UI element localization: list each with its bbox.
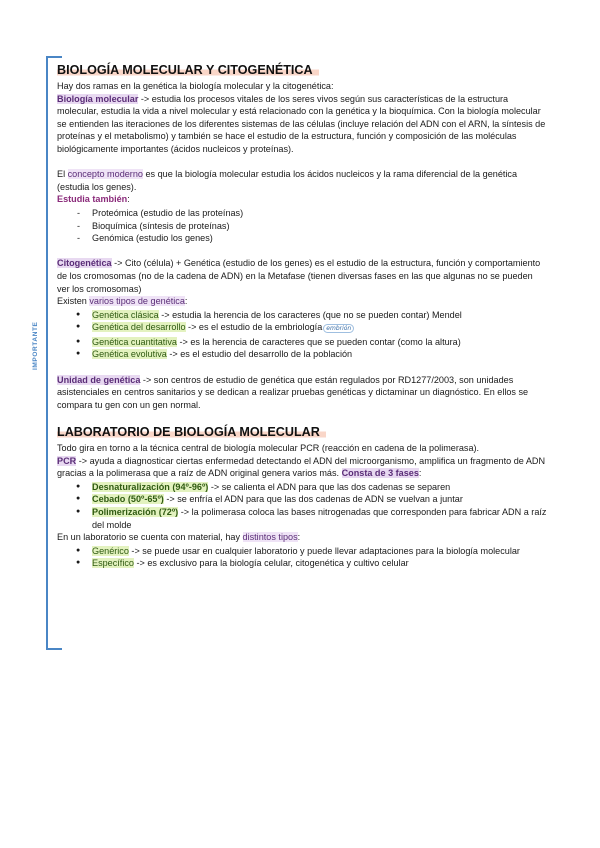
list-item: ● Cebado (50º-65º) -> se enfría el ADN para que las dos cadenas de ADN se vuelvan a juntar: [57, 493, 547, 506]
pcr-paragraph: PCR -> ayuda a diagnosticar ciertas enfermedad detectando el ADN del microorganismo, amplifica un fragmento de ADN gracias a la polimerasa que a raíz de ADN original genera varios más. Consta de 3 fases:: [57, 455, 546, 479]
document-content: [57, 62, 547, 570]
biomol-term: Biología molecular: [57, 93, 139, 104]
list-item: ● Polimerización (72º) -> la polimerasa coloca las bases nitrogenadas que corresponden para fabricar ADN a raíz del molde: [57, 506, 547, 531]
list-item: - Proteómica (estudio de las proteínas): [57, 207, 547, 220]
list-item: - Bioquímica (síntesis de proteínas): [57, 220, 547, 233]
section1-title: BIOLOGÍA MOLECULAR Y CITOGENÉTICA: [57, 62, 547, 78]
material-intro: En un laboratorio se cuenta con material, hay distintos tipos:: [57, 532, 301, 543]
types-intro: Existen varios tipos de genética:: [57, 296, 188, 307]
section2-intro: Todo gira en torno a la técnica central de biología molecular PCR (reacción en cadena de la polimerasa).: [57, 443, 480, 454]
list-item: ● Genética clásica -> estudia la herencia de los caracteres (que no se pueden contar) Mendel: [57, 309, 547, 322]
phases-list: [57, 481, 547, 531]
section2-title: LABORATORIO DE BIOLOGÍA MOLECULAR: [57, 424, 547, 440]
modern-term: concepto moderno: [67, 169, 143, 180]
biomol-text: -> estudia los procesos vitales de los seres vivos según sus características de la estructura molecular, estudia la vida a nivel molecular y está relacionado con la genética y la bioquímica. Con la biología molecular se entienden las iteraciones de los diferentes sistemas de las células (incluye relación del ADN con el ARN, la síntesis de proteínas y el metabolismo) y también se hace el estudio de la estructura, función y composición de las moléculas biológicamente importantes (ácidos nucleicos y proteínas).: [57, 93, 546, 154]
pcr-term: PCR: [57, 455, 77, 466]
handwritten-annotation: embrión: [323, 324, 354, 333]
materials-list: [57, 545, 547, 570]
biomol-paragraph: [57, 93, 547, 156]
list-item: ● Genérico -> se puede usar en cualquier laboratorio y puede llevar adaptaciones para la biología molecular: [57, 545, 547, 558]
list-item: - Genómica (estudio los genes): [57, 232, 547, 245]
section1-intro: Hay dos ramas en la genética la biología molecular y la citogenética:: [57, 81, 334, 91]
also-list: [57, 207, 547, 245]
list-item: ● Desnaturalización (94º-96º) -> se calienta el ADN para que las dos cadenas se separen: [57, 481, 547, 494]
list-item: ● Genética del desarrollo -> es el estudio de la embriología embrión: [57, 321, 547, 336]
cito-term: Citogenética: [57, 258, 112, 269]
unit-paragraph: Unidad de genética -> son centros de estudio de genética que están regulados por RD1277/2003, son unidades asistenciales en centros sanitarios y se dedican a realizar pruebas genéticas y dictaminar un diagnóstico. En ellos se compara tu gen con un gen normal.: [57, 374, 529, 410]
types-list: [57, 309, 547, 361]
also-label: Estudia también:: [57, 194, 130, 205]
phases-term: Consta de 3 fases: [341, 468, 419, 479]
types-term: varios tipos de genética: [89, 296, 185, 307]
list-item: ● Genética cuantitativa -> es la herencia de caracteres que se pueden contar (como la altura): [57, 336, 547, 349]
side-label-importante: IMPORTANTE: [32, 321, 39, 370]
list-item: ● Genética evolutiva -> es el estudio del desarrollo de la población: [57, 348, 547, 361]
material-term: distintos tipos: [242, 532, 298, 543]
modern-paragraph: El concepto moderno es que la biología molecular estudia los ácidos nucleicos y la rama diferencial de la genética (estudia los genes).: [57, 169, 518, 192]
unit-term: Unidad de genética: [57, 374, 141, 385]
cito-paragraph: Citogenética -> Cito (célula) + Genética (estudio de los genes) es el estudio de la estructura, función y comportamiento de los cromosomas (no de la cadena de ADN) en la Metafase (tienen diversas fases en las que algunas no se pueden ver los cromosomas): [57, 258, 541, 294]
modern-text: es que la biología molecular estudia los ácidos nucleicos y la rama diferencial de la genética (estudia los genes).: [57, 169, 518, 192]
list-item: ● Específico -> es exclusivo para la biología celular, citogenética y cultivo celular: [57, 557, 547, 570]
